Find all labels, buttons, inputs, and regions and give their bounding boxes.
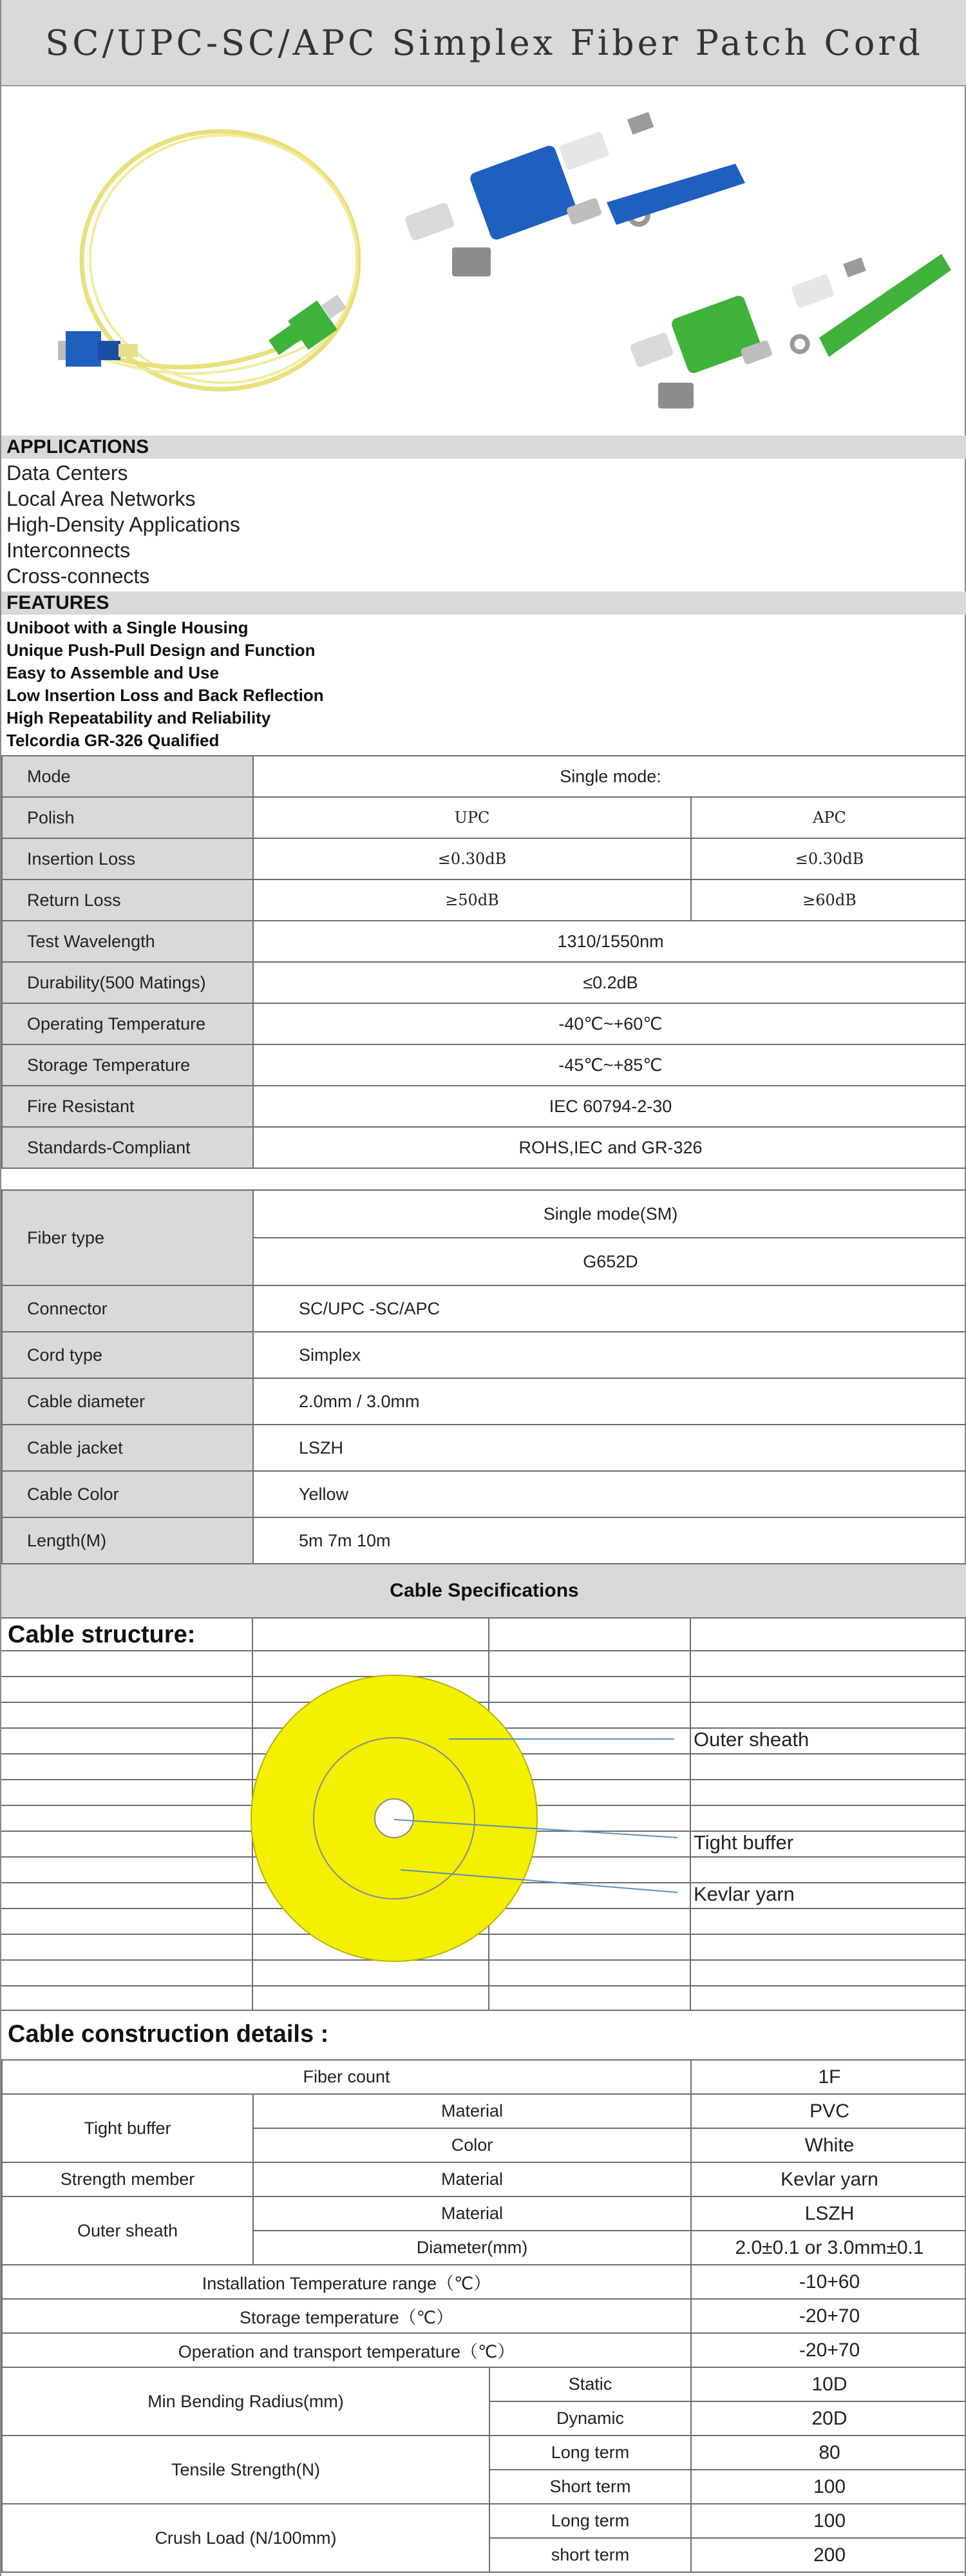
- feature-item: High Repeatability and Reliability: [6, 708, 271, 727]
- detail-label: short term: [489, 2538, 691, 2572]
- spec-value: IEC 60794-2-30: [253, 1086, 966, 1127]
- cord-label: Cable diameter: [2, 1378, 253, 1425]
- detail-label: Static: [489, 2367, 691, 2401]
- cord-value: 2.0mm / 3.0mm: [253, 1378, 966, 1425]
- detail-label: Installation Temperature range（℃）: [2, 2265, 691, 2299]
- spec-label: Return Loss: [2, 879, 253, 921]
- spec-value: UPC: [253, 797, 691, 838]
- detail-label: Min Bending Radius(mm): [2, 2367, 489, 2436]
- green-sc-connector: [269, 294, 346, 355]
- applications-heading: APPLICATIONS: [1, 436, 966, 459]
- table-row: [2, 1190, 966, 1238]
- table-row: [2, 797, 966, 838]
- table-row: [2, 1086, 966, 1127]
- construction-details-table: [1, 2059, 966, 2573]
- cord-label: Cable Color: [2, 1471, 253, 1517]
- cord-label: Fiber type: [2, 1190, 253, 1285]
- table-row: [2, 2196, 966, 2231]
- table-row: [2, 2367, 966, 2401]
- detail-label: Tensile Strength(N): [2, 2436, 489, 2504]
- spec-label: Operating Temperature: [2, 1003, 253, 1044]
- construction-details-heading: Cable construction details :: [8, 2021, 329, 2048]
- spec-value: -45℃~+85℃: [253, 1044, 966, 1086]
- title-bar: [1, 0, 966, 86]
- spec-value: Single mode:: [253, 756, 966, 797]
- spec-value: ≥60dB: [691, 879, 966, 921]
- cable-specifications-heading: Cable Specifications: [1, 1563, 966, 1619]
- table-row: [2, 921, 966, 962]
- detail-label: Long term: [489, 2436, 691, 2470]
- application-item: High-Density Applications: [6, 513, 240, 536]
- table-row: [2, 1378, 966, 1425]
- features-heading: FEATURES: [1, 591, 966, 615]
- detail-value: 200: [691, 2538, 966, 2572]
- spec-label: Standards-Compliant: [2, 1127, 253, 1168]
- detail-value: PVC: [691, 2094, 966, 2128]
- cord-value: SC/UPC -SC/APC: [253, 1285, 966, 1332]
- cord-value: Simplex: [253, 1332, 966, 1378]
- application-item: Cross-connects: [6, 564, 150, 588]
- table-row: [2, 1425, 966, 1471]
- detail-label: Crush Load (N/100mm): [2, 2504, 489, 2572]
- detail-value: 2.0±0.1 or 3.0mm±0.1: [691, 2231, 966, 2265]
- spec-value: 1310/1550nm: [253, 921, 966, 962]
- detail-value: 1F: [691, 2060, 966, 2094]
- table-row: [2, 2265, 966, 2299]
- spec-label: Fire Resistant: [2, 1086, 253, 1127]
- table-row: [2, 1517, 966, 1564]
- feature-item: Unique Push-Pull Design and Function: [6, 640, 316, 660]
- detail-value: LSZH: [691, 2196, 966, 2231]
- feature-item: Telcordia GR-326 Qualified: [6, 731, 220, 750]
- detail-value: -10+60: [691, 2265, 966, 2299]
- spec-value: ≤0.2dB: [253, 962, 966, 1003]
- cord-table: [1, 1189, 966, 1564]
- detail-label: Outer sheath: [2, 2196, 253, 2265]
- optical-spec-table: [1, 755, 966, 1169]
- detail-value: 100: [691, 2504, 966, 2538]
- cord-label: Cable jacket: [2, 1425, 253, 1471]
- detail-label: Tight buffer: [2, 2094, 253, 2162]
- detail-label: Material: [253, 2196, 691, 2231]
- detail-label: Strength member: [2, 2162, 253, 2196]
- outer-sheath-label: Outer sheath: [694, 1728, 810, 1751]
- cord-label: Cord type: [2, 1332, 253, 1378]
- cord-value: LSZH: [253, 1425, 966, 1471]
- page-title: SC/UPC-SC/APC Simplex Fiber Patch Cord: [45, 22, 923, 63]
- detail-label: Material: [253, 2094, 691, 2128]
- cord-value: 5m 7m 10m: [253, 1517, 966, 1564]
- detail-label: Storage temperature（℃）: [2, 2299, 691, 2333]
- cable-structure-grid: [1, 1619, 966, 2012]
- detail-value: -20+70: [691, 2333, 966, 2367]
- table-row: [2, 2162, 966, 2196]
- cable-structure-heading: Cable structure:: [8, 1621, 196, 1648]
- green-connector-parts: [629, 254, 951, 409]
- cord-value: Single mode(SM): [253, 1190, 966, 1238]
- feature-item: Easy to Assemble and Use: [6, 663, 219, 682]
- application-item: Interconnects: [6, 539, 131, 562]
- application-item: Data Centers: [6, 461, 128, 485]
- detail-value: 20D: [691, 2401, 966, 2436]
- detail-label: Diameter(mm): [253, 2231, 691, 2265]
- feature-item: Low Insertion Loss and Back Reflection: [6, 686, 324, 705]
- spec-value: ≤0.30dB: [691, 838, 966, 879]
- tight-buffer-label: Tight buffer: [694, 1831, 794, 1854]
- table-row: [2, 1044, 966, 1086]
- detail-value: -20+70: [691, 2299, 966, 2333]
- detail-label: Fiber count: [2, 2060, 691, 2094]
- table-row: [2, 1471, 966, 1517]
- table-row: [2, 2299, 966, 2333]
- spec-value: ≤0.30dB: [253, 838, 691, 879]
- cord-label: Length(M): [2, 1517, 253, 1564]
- table-row: [2, 1332, 966, 1378]
- spec-label: Test Wavelength: [2, 921, 253, 962]
- spec-value: APC: [691, 797, 966, 838]
- table-row: [2, 1285, 966, 1332]
- detail-value: Kevlar yarn: [691, 2162, 966, 2196]
- table-row: [2, 2333, 966, 2367]
- table-row: [2, 756, 966, 797]
- table-row: [2, 838, 966, 879]
- detail-label: Short term: [489, 2470, 691, 2504]
- cord-value: Yellow: [253, 1471, 966, 1517]
- spec-value: -40℃~+60℃: [253, 1003, 966, 1044]
- kevlar-yarn-label: Kevlar yarn: [694, 1883, 795, 1905]
- detail-label: Operation and transport temperature（℃）: [2, 2333, 691, 2367]
- spec-value: ≥50dB: [253, 879, 691, 921]
- detail-label: Material: [253, 2162, 691, 2196]
- table-row: [2, 1127, 966, 1168]
- spec-label: Insertion Loss: [2, 838, 253, 879]
- table-row: [2, 2504, 966, 2538]
- product-photo: [1, 86, 966, 434]
- detail-value: 10D: [691, 2367, 966, 2401]
- application-item: Local Area Networks: [6, 487, 196, 510]
- cable-cross-section: [251, 1675, 537, 1961]
- table-row: [2, 2060, 966, 2094]
- feature-item: Uniboot with a Single Housing: [6, 618, 249, 637]
- table-row: [2, 2436, 966, 2470]
- tight-buffer-shape: [375, 1799, 413, 1838]
- spec-label: Durability(500 Matings): [2, 962, 253, 1003]
- detail-label: Long term: [489, 2504, 691, 2538]
- table-row: [2, 2094, 966, 2128]
- detail-label: Color: [253, 2128, 691, 2162]
- cord-label: Connector: [2, 1285, 253, 1332]
- detail-value: White: [691, 2128, 966, 2162]
- table-row: [2, 962, 966, 1003]
- spec-value: ROHS,IEC and GR-326: [253, 1127, 966, 1168]
- detail-value: 80: [691, 2436, 966, 2470]
- spec-label: Mode: [2, 756, 253, 797]
- spec-label: Storage Temperature: [2, 1044, 253, 1086]
- spec-label: Polish: [2, 797, 253, 838]
- detail-label: Dynamic: [489, 2401, 691, 2436]
- blue-connector-parts: [404, 112, 745, 276]
- table-row: [2, 1003, 966, 1044]
- cord-value: G652D: [253, 1238, 966, 1285]
- table-row: [2, 879, 966, 921]
- detail-value: 100: [691, 2470, 966, 2504]
